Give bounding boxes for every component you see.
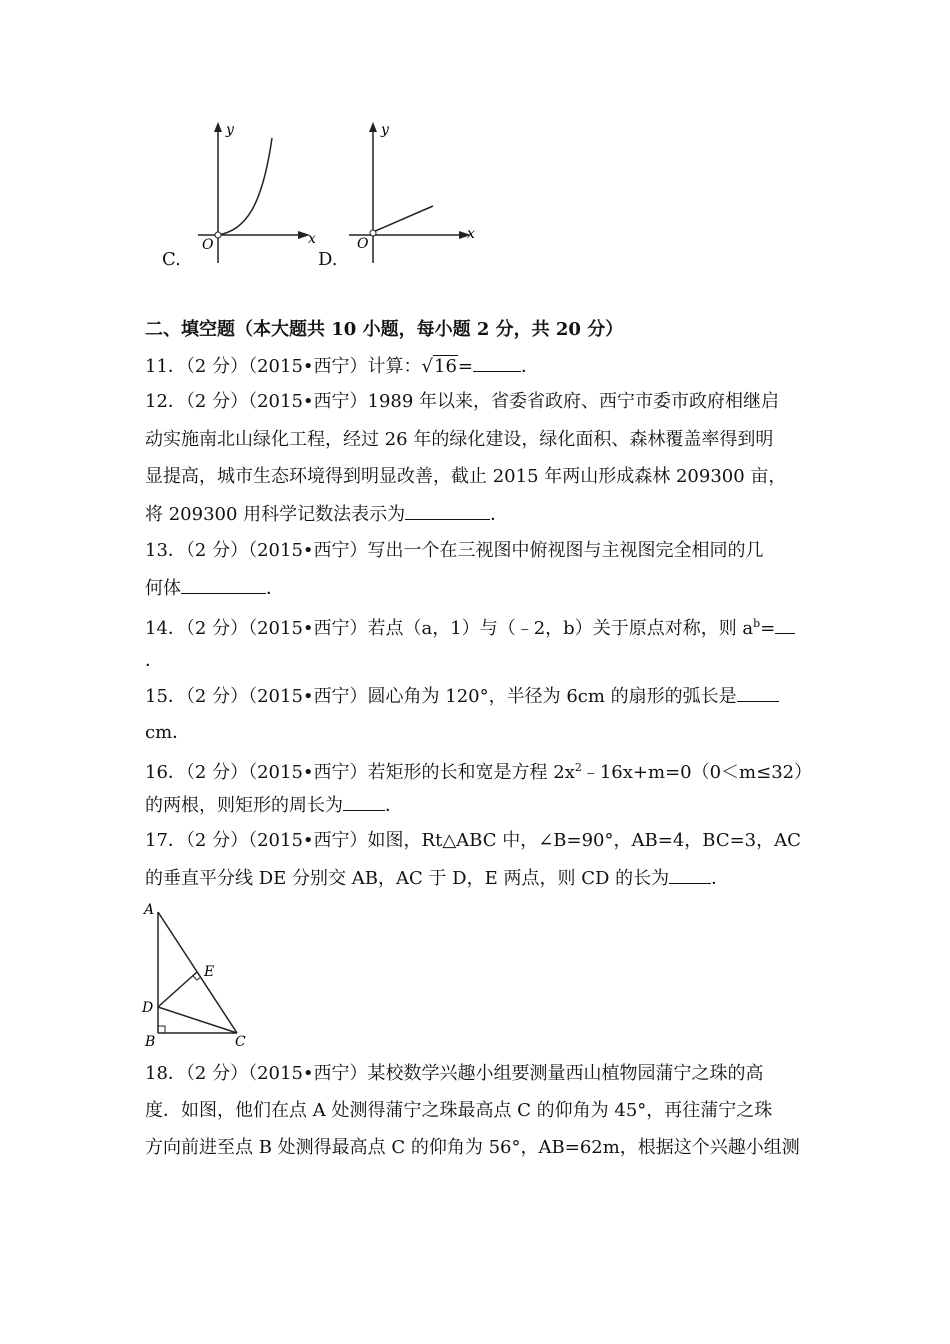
question-16 [145,757,812,784]
label-b: B [145,1034,156,1050]
segment-dc [158,1007,237,1033]
figure-c-graph [190,118,320,268]
question-18-line3: 方向前进至点 B 处测得最高点 C 的仰角为 56°，AB=62m，根据这个兴趣小组测 [145,1137,800,1158]
q12-text4: 将 209300 用科学记数法表示为 [145,504,406,525]
origin-label: O [357,236,369,252]
question-15 [145,685,779,708]
q16-exponent: 2 [574,761,582,774]
q16-score: （2 分） [185,762,249,783]
y-axis-arrow [214,122,222,132]
question-14-end: ． [145,650,163,671]
q15-score: （2 分） [185,686,249,707]
q13-end: ． [266,578,284,599]
curve-c [218,138,272,235]
q14-source: （2015•西宁） [248,618,368,639]
q11-score: （2 分） [185,356,249,377]
q16-text2: ﹣16x+m=0（0＜m≤32） [581,762,813,783]
origin-dot [215,232,221,238]
q18-number: 18． [145,1063,186,1084]
q13-number: 13． [145,540,186,561]
q11-end: ． [521,356,540,377]
q11-source: （2015•西宁） [248,356,368,377]
q13-source: （2015•西宁） [248,540,368,561]
q14-exponent: b [753,617,761,630]
option-c-label: C. [162,249,181,270]
q15-source: （2015•西宁） [248,686,368,707]
q12-text1: 1989 年以来，省委省政府、西宁市委市政府相继启 [367,391,780,412]
line-d [373,206,433,232]
question-12-line3: 显提高，城市生态环境得到明显改善，截止 2015 年两山形成森林 209300 亩， [145,466,787,487]
question-13-line2 [145,577,284,600]
question-16-line2 [145,794,403,817]
q12-score: （2 分） [185,391,249,412]
q13-text1: 写出一个在三视图中俯视图与主视图完全相同的几 [367,540,764,561]
q15-answer-blank[interactable] [737,685,779,702]
q14-equals: = [760,618,776,639]
option-d-label: D. [318,249,338,270]
question-14 [145,613,795,640]
q18-source: （2015•西宁） [248,1063,368,1084]
q13-answer-blank[interactable] [181,577,266,594]
origin-label: O [202,237,214,253]
question-17-line2 [145,867,729,890]
q16-number: 16． [145,762,186,783]
y-axis-arrow [369,122,377,132]
q17-text2: 的垂直平分线 DE 分别交 AB，AC 于 D，E 两点，则 CD 的长为 [145,868,670,889]
q11-sqrt [422,356,458,378]
figure-q17-triangle [140,900,260,1052]
q12-source: （2015•西宁） [248,391,368,412]
question-13-line1 [145,540,764,562]
q12-answer-blank[interactable] [405,503,490,520]
q18-score: （2 分） [185,1063,249,1084]
label-a: A [144,902,155,918]
q17-text1: 如图，Rt△ABC 中，∠B=90°，AB=4，BC=3，AC [367,830,801,851]
question-12-line4 [145,503,508,526]
question-15-line2: cm． [145,722,191,743]
q13-score: （2 分） [185,540,249,561]
q15-text: 圆心角为 120°，半径为 6cm 的扇形的弧长是 [367,686,737,707]
question-12-line1 [145,391,779,413]
q16-text: 若矩形的长和宽是方程 2x [367,762,575,783]
section-title: 二、填空题（本大题共 10 小题，每小题 2 分，共 20 分） [145,319,624,340]
q11-text: 计算： [367,356,422,377]
segment-ac [158,912,237,1033]
sqrt-icon: √ [421,356,434,377]
q14-answer-blank[interactable] [775,617,795,634]
q16-source: （2015•西宁） [248,762,368,783]
q17-score: （2 分） [185,830,249,851]
q16-text3: 的两根，则矩形的周长为 [145,795,343,816]
y-label: y [381,122,389,138]
label-d: D [142,1000,154,1016]
q17-end: ． [711,868,730,889]
figure-d-graph [345,118,480,268]
q17-source: （2015•西宁） [248,830,368,851]
q16-end: ． [385,795,403,816]
segment-de [158,972,197,1007]
label-e: E [204,964,215,980]
q13-text2: 何体 [145,578,181,599]
question-17-line1 [145,830,801,852]
q11-equals: = [457,356,474,377]
q16-answer-blank[interactable] [343,794,385,811]
q17-answer-blank[interactable] [669,867,711,884]
right-angle-b [158,1026,165,1033]
q11-number: 11． [145,356,186,377]
q11-answer-blank[interactable] [473,355,521,372]
q14-number: 14． [145,618,186,639]
y-label: y [226,122,234,138]
origin-dot [370,230,376,236]
label-c: C [235,1034,246,1050]
q17-number: 17． [145,830,186,851]
question-12-line2: 动实施南北山绿化工程，经过 26 年的绿化建设，绿化面积、森林覆盖率得到明 [145,429,774,450]
q14-text: 若点（a，1）与（﹣2，b）关于原点对称，则 a [367,618,754,639]
x-label: x [467,226,475,242]
question-18-line2: 度．如图，他们在点 A 处测得蒲宁之珠最高点 C 的仰角为 45°，再往蒲宁之珠 [145,1100,773,1121]
x-label: x [308,231,316,247]
q12-end: ． [490,504,509,525]
q15-number: 15． [145,686,186,707]
question-11 [145,355,539,378]
q12-number: 12． [145,391,186,412]
q18-text1: 某校数学兴趣小组要测量西山植物园蒲宁之珠的高 [367,1063,764,1084]
q14-score: （2 分） [185,618,249,639]
q11-radicand: 16 [434,356,457,377]
question-18-line1 [145,1063,764,1085]
